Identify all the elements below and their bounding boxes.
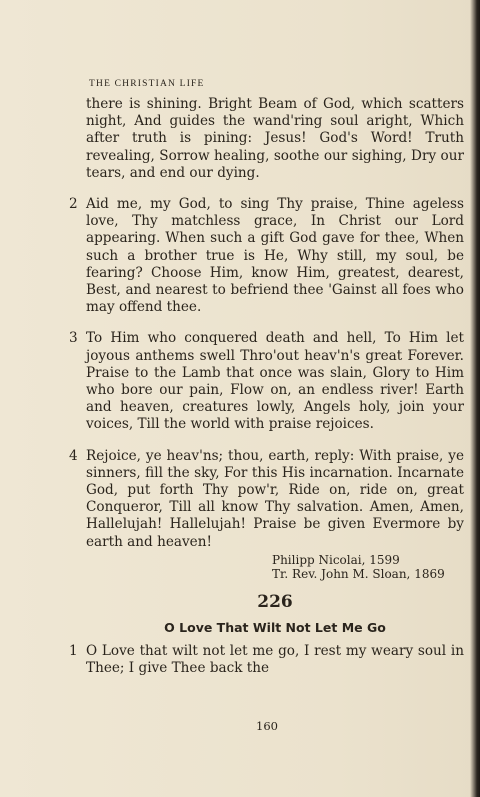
- stanza-number: 1: [69, 642, 78, 659]
- hymn-title: O Love That Wilt Not Let Me Go: [164, 619, 386, 635]
- translator-credit: Tr. Rev. John M. Sloan, 1869: [272, 567, 445, 582]
- stanza-number: 3: [69, 330, 78, 347]
- author-credit: Philipp Nicolai, 1599: [272, 552, 400, 567]
- stanza-4: [69, 447, 464, 551]
- stanza-number: 4: [69, 447, 78, 464]
- stanza-text: Rejoice, ye heav'ns; thou, earth, reply: With praise, ye sinners, fill the sky, For this His incarnation. Incarnate God, put forth Thy pow'r, Ride on, ride on, great Conqueror, Till all know Thy salvation. Amen, Amen, Hallelujah! Hallelujah! Praise be given Evermore by earth and heaven!: [86, 447, 464, 550]
- page-edge-shadow: [470, 0, 480, 797]
- running-head: THE CHRISTIAN LIFE: [89, 79, 205, 89]
- stanza-number: 2: [69, 196, 78, 213]
- stanza-1: [69, 642, 464, 677]
- stanza-text: there is shining. Bright Beam of God, which scatters night, And guides the wand'ring soul aright, Which after truth is pining: Jesus! God's Word! Truth revealing, Sorrow healing, soothe our sighing, Dry our tears, and end our dying.: [86, 96, 464, 181]
- stanza-text: Aid me, my God, to sing Thy praise, Thine ageless love, Thy matchless grace, In Christ our Lord appearing. When such a gift God gave for thee, When such a brother true is He, Why still, my soul, be fearing? Choose Him, know Him, greatest, dearest, Best, and nearest to befriend thee 'Gainst all foes who may offend thee.: [86, 196, 464, 316]
- stanza-2: [69, 196, 464, 316]
- hymn-text-block: [69, 96, 464, 691]
- stanza-continuation: [86, 96, 464, 182]
- stanza-text: To Him who conquered death and hell, To Him let joyous anthems swell Thro'out heav'n's great Forever. Praise to the Lamb that once was slain, Glory to Him who bore our pain, Flow on, an endless river! Earth and heaven, creatures lowly, Angels holy, join your voices, Till the world with praise rejoices.: [86, 330, 464, 433]
- hymn-number: 226: [257, 591, 293, 612]
- stanza-text: O Love that wilt not let me go, I rest my weary soul in Thee; I give Thee back the: [86, 642, 464, 677]
- stanza-3: [69, 330, 464, 433]
- page-number: 160: [256, 719, 278, 733]
